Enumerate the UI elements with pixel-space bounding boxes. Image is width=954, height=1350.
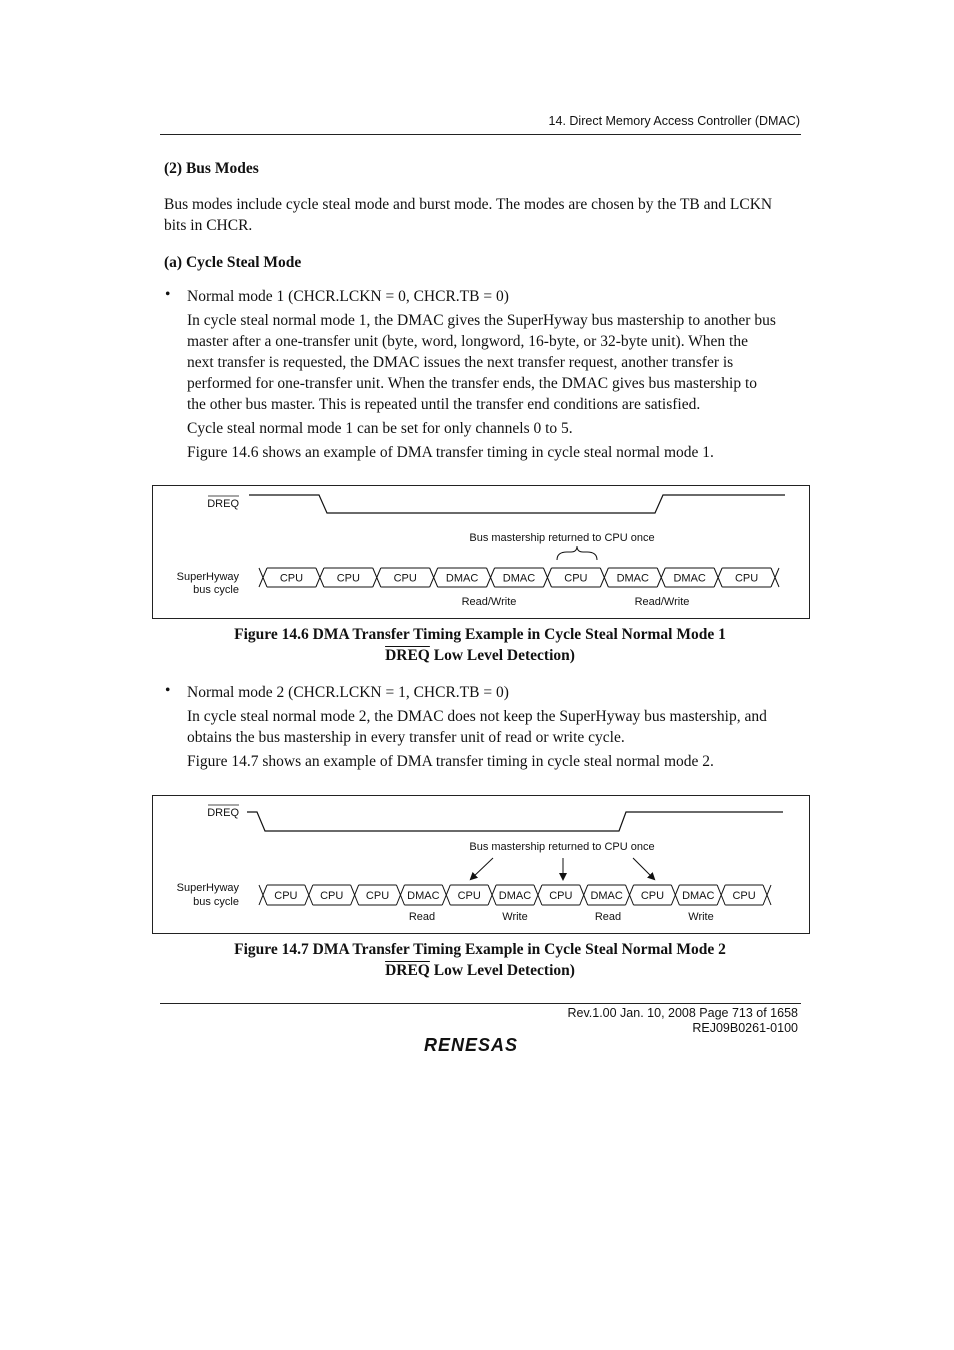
cycle-boundary <box>657 568 665 587</box>
mode1-line: next transfer is requested, the DMAC issues the next transfer request, another transfer is <box>187 354 734 371</box>
cycle-boundary <box>763 885 771 905</box>
cycle-boundary <box>600 568 608 587</box>
cycle-boundary <box>430 568 438 587</box>
mode2-heading: Normal mode 2 (CHCR.LCKN = 1, CHCR.TB = 0) <box>187 684 509 701</box>
revision-info: Rev.1.00 Jan. 10, 2008 Page 713 of 1658 <box>567 1006 798 1020</box>
section-heading: (2) Bus Modes <box>164 160 259 177</box>
timing-diagram-2 <box>153 796 809 933</box>
rw-label: Read/Write <box>634 596 690 608</box>
figure-caption-subtitle: DREQ Low Level Detection) <box>385 647 575 664</box>
dreq-label: DREQ <box>207 498 239 510</box>
annotation-label: Bus mastership returned to CPU once <box>469 841 655 853</box>
mode1-line: the other bus master. This is repeated until the transfer end conditions are satisfied. <box>187 396 701 413</box>
annotation-brace <box>557 546 597 560</box>
mode2-figref: Figure 14.7 shows an example of DMA transfer timing in cycle steal normal mode 2. <box>187 753 714 770</box>
bus-cycle-label: CPU <box>274 890 298 902</box>
cycle-boundary <box>714 568 722 587</box>
mode2-line: obtains the bus mastership in every transfer unit of read or write cycle. <box>187 729 625 746</box>
figure-14-6 <box>152 485 810 619</box>
header-rule <box>160 134 801 135</box>
bus-label-2: bus cycle <box>193 584 239 596</box>
mode1-note: Cycle steal normal mode 1 can be set for only channels 0 to 5. <box>187 420 573 437</box>
figure-caption-subtitle: DREQ Low Level Detection) <box>385 962 575 979</box>
renesas-logo <box>424 1034 544 1056</box>
bullet: • <box>165 286 171 303</box>
mode1-heading: Normal mode 1 (CHCR.LCKN = 0, CHCR.TB = 0) <box>187 288 509 305</box>
rw-label: Read <box>408 911 436 923</box>
dreq-label: DREQ <box>207 807 239 819</box>
document-number: REJ09B0261-0100 <box>692 1021 798 1035</box>
bus-cycle-label: CPU <box>279 572 304 585</box>
bus-cycle-label: CPU <box>549 890 573 902</box>
footer-rule <box>160 1003 801 1004</box>
bus-cycle-label: DMAC <box>673 572 706 585</box>
bus-label-1: SuperHyway <box>176 571 239 583</box>
figure-caption-title: Figure 14.6 DMA Transfer Timing Example in Cycle Steal Normal Mode 1 <box>234 626 726 643</box>
bus-cycle-label: CPU <box>336 572 360 585</box>
cycle-boundary <box>488 885 496 905</box>
cycle-boundary <box>534 885 542 905</box>
bus-cycle-label: DMAC <box>590 890 623 902</box>
dreq-waveform <box>247 812 783 831</box>
cycle-boundary <box>305 885 313 905</box>
timing-diagram-1 <box>153 486 809 618</box>
cycle-boundary <box>351 885 359 905</box>
mode1-line: performed for one-transfer unit. When the transfer ends, the DMAC gives bus mastership to <box>187 375 758 392</box>
bullet: • <box>165 682 171 699</box>
bus-cycle-label: DMAC <box>682 890 715 902</box>
bus-cycle-label: CPU <box>365 890 390 902</box>
bus-cycle-label: CPU <box>640 890 665 902</box>
figure-14-7 <box>152 795 810 934</box>
bus-cycle-label: CPU <box>734 572 759 585</box>
cycle-boundary <box>259 885 267 905</box>
cycle-boundary <box>396 885 404 905</box>
rw-label: Write <box>502 911 528 923</box>
bus-label-2: bus cycle <box>193 896 239 908</box>
bus-cycle-label: CPU <box>320 890 344 902</box>
cycle-boundary <box>626 885 634 905</box>
cycle-boundary <box>543 568 551 587</box>
bus-cycle-label: CPU <box>457 890 481 902</box>
cycle-boundary <box>442 885 450 905</box>
bus-cycle-label: CPU <box>732 890 756 902</box>
figure-caption-title: Figure 14.7 DMA Transfer Timing Example in Cycle Steal Normal Mode 2 <box>234 941 726 958</box>
cycle-boundary <box>487 568 495 587</box>
annotation-arrow <box>633 858 654 879</box>
cycle-boundary <box>580 885 588 905</box>
rw-label: Read/Write <box>461 596 517 608</box>
cycle-boundary <box>771 568 779 587</box>
bus-cycle-label: CPU <box>393 572 417 585</box>
mode1-figref: Figure 14.6 shows an example of DMA transfer timing in cycle steal normal mode 1. <box>187 444 714 461</box>
bus-cycle-row <box>259 568 779 587</box>
cycle-boundary <box>717 885 725 905</box>
bus-label-1: SuperHyway <box>176 882 239 894</box>
mode1-line: In cycle steal normal mode 1, the DMAC gives the SuperHyway bus mastership to another bus <box>187 312 776 329</box>
rw-label: Read <box>594 911 622 923</box>
bus-cycle-label: DMAC <box>498 890 532 902</box>
subsection-heading: (a) Cycle Steal Mode <box>164 254 302 271</box>
bus-cycle-label: DMAC <box>616 572 649 585</box>
mode1-line: master after a one-transfer unit (byte, word, longword, 16-byte, or 32-byte unit). When the <box>187 333 748 350</box>
intro-line-2: bits in CHCR. <box>164 217 253 234</box>
rw-label: Write <box>688 911 714 923</box>
cycle-boundary <box>316 568 324 587</box>
bus-cycle-label: DMAC <box>407 890 440 902</box>
bus-cycle-label: CPU <box>564 572 588 585</box>
bus-cycle-row <box>259 885 771 905</box>
dreq-waveform <box>249 495 785 513</box>
bus-cycle-label: DMAC <box>502 572 536 585</box>
cycle-boundary <box>373 568 381 587</box>
annotation-arrow <box>471 858 493 879</box>
svg-text:RENESAS: RENESAS <box>424 1035 519 1055</box>
mode2-line: In cycle steal normal mode 2, the DMAC does not keep the SuperHyway bus mastership, and <box>187 708 767 725</box>
annotation-label: Bus mastership returned to CPU once <box>469 532 655 544</box>
running-header: 14. Direct Memory Access Controller (DMAC) <box>548 114 800 128</box>
bus-cycle-label: DMAC <box>445 572 479 585</box>
cycle-boundary <box>671 885 679 905</box>
intro-line-1: Bus modes include cycle steal mode and burst mode. The modes are chosen by the TB and LCKN <box>164 196 773 213</box>
cycle-boundary <box>259 568 267 587</box>
